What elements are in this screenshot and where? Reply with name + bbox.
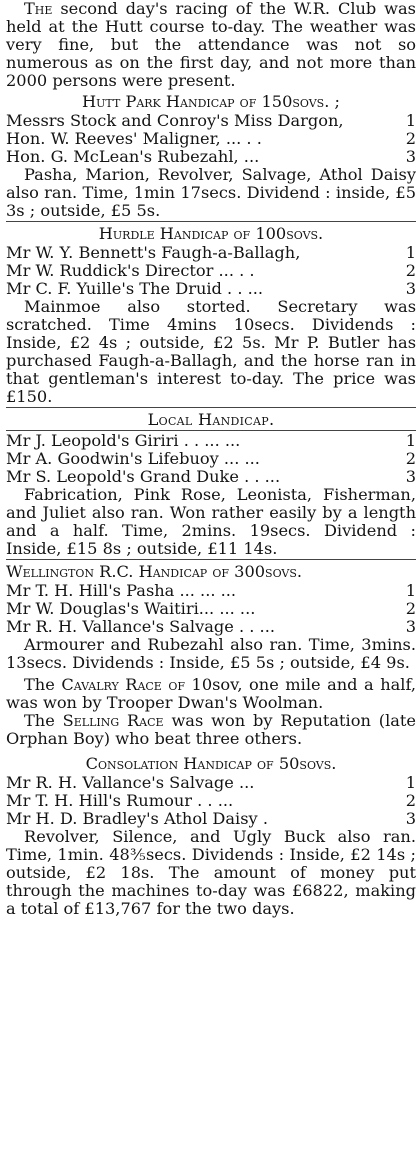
column-divider [6,221,416,222]
cavalry-race-text: 10sov, one mile and a half, was won by Trooper Dwan's Woolman. [6,675,417,712]
result-position: 1 [405,773,416,792]
result-horse: Mr A. Goodwin's Lifebuoy ... ... [6,450,260,468]
heading-underline [6,430,416,431]
race-notes: Armourer and Rubezahl also ran. Time, 3mins. 13secs. Dividends : Inside, £5 5s ; outside, £4 9s. [6,635,416,672]
result-horse: Mr J. Leopold's Giriri . . ... ... [6,432,241,450]
result-position: 3 [405,809,416,828]
result-position: 2 [405,791,416,810]
result-horse: Mr R. H. Vallance's Salvage . . ... [6,618,275,636]
result-row [6,262,416,280]
result-row [6,810,416,828]
result-horse: Hon. W. Reeves' Maligner, ... . . [6,130,262,148]
column-divider [6,407,416,408]
result-horse: Mr R. H. Vallance's Salvage ... [6,774,255,792]
result-position: 2 [405,129,416,148]
intro-paragraph [6,0,416,90]
result-horse: Hon. G. McLean's Rubezahl, ... [6,148,260,166]
result-position: 3 [405,147,416,166]
race-heading-local: Local Handicap. [147,410,275,429]
race-notes: Mainmoe also storted. Secretary was scratched. Time 4mins 10secs. Dividends : Inside, £2 4s ; outside, £2 5s. Mr P. Butler has purchased Faugh-a-Ballagh, and the horse ran in that gentleman's interest to-day. The price was £150. [6,297,416,406]
result-horse: Mr W. Ruddick's Director ... . . [6,262,255,280]
result-position: 1 [405,431,416,450]
result-row [6,468,416,486]
cavalry-race-paragraph: The Cavalry Race of 10sov, one mile and a half, was won by Trooper Dwan's Woolman. [6,675,417,712]
result-row [6,450,416,468]
result-row [6,244,416,262]
result-horse: Messrs Stock and Conroy's Miss Dargon, [6,112,344,130]
result-position: 3 [405,617,416,636]
result-row [6,432,416,450]
race-heading-hurdle: Hurdle Handicap of 100sovs. [98,224,324,243]
result-position: 2 [405,449,416,468]
result-position: 1 [405,243,416,262]
result-row [6,148,416,166]
result-horse: Mr C. F. Yuille's The Druid . . ... [6,280,264,298]
result-row [6,792,416,810]
result-horse: Mr T. H. Hill's Rumour . . ... [6,792,234,810]
selling-race-title: Selling Race [62,711,164,730]
race-notes: Pasha, Marion, Revolver, Salvage, Athol Daisy also ran. Time, 1min 17secs. Dividend : inside, £5 3s ; outside, £5 5s. [6,165,416,220]
result-position: 2 [405,599,416,618]
result-row [6,582,416,600]
race-notes: Fabrication, Pink Rose, Leonista, Fisherman, and Juliet also ran. Won rather easily by a length and a half. Time, 2mins. 19secs. Dividend : Inside, £15 8s ; outside, £11 14s. [6,485,416,558]
intro-first-word: The [24,0,53,18]
result-position: 1 [405,111,416,130]
result-horse: Mr W. Douglas's Waitiri... ... ... [6,600,256,618]
result-row [6,280,416,298]
cavalry-race-title: Cavalry Race of [61,675,185,694]
intro-text: second day's racing of the W.R. Club was held at the Hutt course to-day. The weather was very fine, but the attendance was not so numerous as on the first day, and not more than 2000 persons were present. [6,0,416,90]
result-horse: Mr H. D. Bradley's Athol Daisy . [6,810,268,828]
result-row [6,112,416,130]
selling-race-paragraph: The Selling Race was won by Reputation (late Orphan Boy) who beat three others. [6,711,416,748]
result-horse: Mr W. Y. Bennett's Faugh-a-Ballagh, [6,244,301,262]
race-heading-consolation: Consolation Handicap of 50sovs. [85,754,337,773]
result-horse: Mr S. Leopold's Grand Duke . . ... [6,468,281,486]
result-row [6,618,416,636]
result-position: 2 [405,261,416,280]
selling-race-text: was won by Reputation (late Orphan Boy) who beat three others. [6,711,416,748]
column-divider [6,559,416,560]
result-position: 1 [405,581,416,600]
race-heading-hutt-park: Hutt Park Handicap of 150sovs. ; [82,92,340,111]
result-row [6,774,416,792]
race-notes: Revolver, Silence, and Ugly Buck also ran. Time, 1min. 48⅗secs. Dividends : Inside, £2 14s ; outside, £2 18s. The amount of money put through the machines to-day was £6822, making a total of £13,767 for the two days. [6,827,416,918]
result-row [6,600,416,618]
race-heading-wellington: Wellington R.C. Handicap of 300sovs. [6,562,303,581]
result-horse: Mr T. H. Hill's Pasha ... ... ... [6,582,237,600]
result-position: 3 [405,279,416,298]
result-position: 3 [405,467,416,486]
result-row [6,130,416,148]
